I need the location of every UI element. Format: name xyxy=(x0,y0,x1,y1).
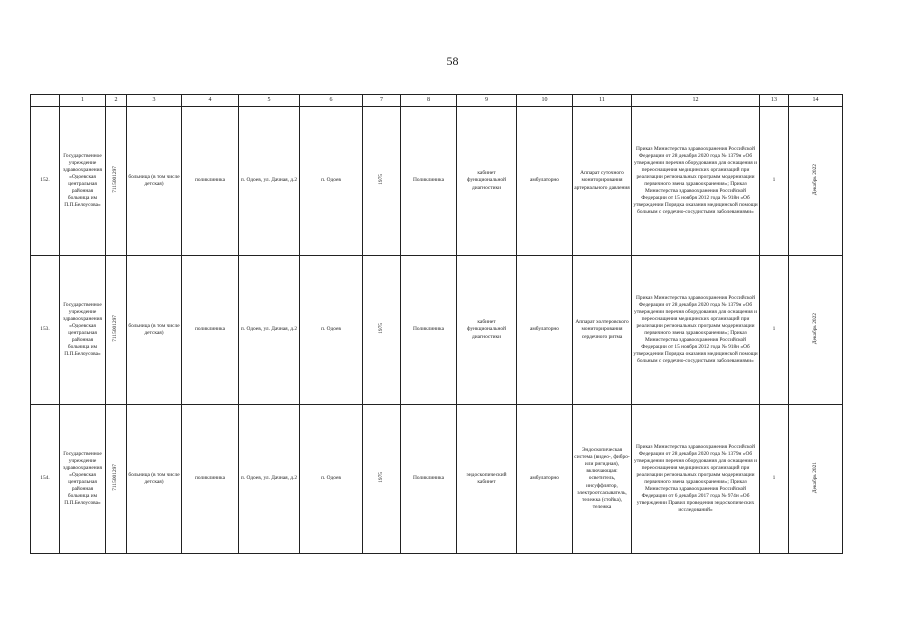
legal-basis: Приказ Министерства здравоохранения Российской Федерации от 28 декабря 2020 года № 1379н «Об утверждении перечня оборудования для оснащения и переоснащения медицинских организаций при реализации региональных программ модернизации первичного звена здравоохранения»; Приказ Министерства здравоохранения Российской Федерации от 15 ноября 2012 года № 918н «Об утверждении Порядка оказания медицинской помощи больным с сердечно-сосудистыми заболеваниями» xyxy=(632,256,760,405)
header-cell: 3 xyxy=(127,95,182,107)
quantity: 1 xyxy=(760,405,789,554)
row-number: 153. xyxy=(31,256,60,405)
header-cell: 12 xyxy=(632,95,760,107)
care-form: амбулаторно xyxy=(517,256,573,405)
cabinet: кабинет функциональной диагностики xyxy=(457,107,517,256)
cabinet: эндоскопический кабинет xyxy=(457,405,517,554)
header-cell: 5 xyxy=(239,95,300,107)
equipment-table xyxy=(30,94,843,554)
row-number: 152. xyxy=(31,107,60,256)
build-year xyxy=(363,405,401,554)
header-cell: 1 xyxy=(60,95,106,107)
equipment-name: Аппарат холтеровского мониторирования сердечного ритма xyxy=(573,256,632,405)
header-cell: 2 xyxy=(106,95,127,107)
settlement: п. Одоев xyxy=(300,256,363,405)
facility-type: больница (в том числе детская) xyxy=(127,256,182,405)
division: Поликлиника xyxy=(401,107,457,256)
organization-code xyxy=(106,107,127,256)
header-cell: 7 xyxy=(363,95,401,107)
legal-basis: Приказ Министерства здравоохранения Российской Федерации от 28 декабря 2020 года № 1379н «Об утверждении перечня оборудования для оснащения и переоснащения медицинских организаций при реализации региональных программ модернизации первичного звена здравоохранения»; Приказ Министерства здравоохранения Российской Федерации от 6 декабря 2017 года № 974н «Об утверждении Правил проведения эндоскопических исследований» xyxy=(632,405,760,554)
settlement: п. Одоев xyxy=(300,405,363,554)
division: Поликлиника xyxy=(401,256,457,405)
facility-address: п. Одоев, ул. Дачная, д.2 xyxy=(239,256,300,405)
quantity: 1 xyxy=(760,107,789,256)
header-cell-blank xyxy=(31,95,60,107)
quantity: 1 xyxy=(760,256,789,405)
delivery-date-text: Декабрь 2021 xyxy=(811,461,818,494)
facility-type: больница (в том числе детская) xyxy=(127,107,182,256)
cabinet: кабинет функциональной диагностики xyxy=(457,256,517,405)
header-cell: 10 xyxy=(517,95,573,107)
organization-code xyxy=(106,256,127,405)
build-year xyxy=(363,107,401,256)
care-form: амбулаторно xyxy=(517,405,573,554)
header-cell: 9 xyxy=(457,95,517,107)
organization-name: Государственное учреждение здравоохранения «Одоевская центральная районная больница им П.П.Белоусова» xyxy=(60,405,106,554)
equipment-name: Аппарат суточного мониторирования артериального давления xyxy=(573,107,632,256)
organization-code-text: 7115001297 xyxy=(112,166,119,193)
build-year-text: 1975 xyxy=(377,472,384,483)
header-cell: 4 xyxy=(182,95,239,107)
settlement: п. Одоев xyxy=(300,107,363,256)
equipment-name: Эндоскопическая система (видео-, фибро- или ригидная), включающая: осветитель, инсуффлятор, электроотсасыватель, тележка (стойка), тележка xyxy=(573,405,632,554)
division: Поликлиника xyxy=(401,405,457,554)
facility-address: п. Одоев, ул. Дачная, д.2 xyxy=(239,107,300,256)
delivery-date xyxy=(789,107,843,256)
page-number: 58 xyxy=(446,54,459,68)
facility-unit: поликлиника xyxy=(182,107,239,256)
organization-name: Государственное учреждение здравоохранения «Одоевская центральная районная больница им П.П.Белоусова» xyxy=(60,107,106,256)
delivery-date-text: Декабрь 2022 xyxy=(811,163,818,196)
table-row xyxy=(31,405,843,554)
build-year-text: 1975 xyxy=(377,323,384,334)
header-row xyxy=(31,95,843,107)
header-cell: 14 xyxy=(789,95,843,107)
facility-unit: поликлиника xyxy=(182,256,239,405)
row-number: 154. xyxy=(31,405,60,554)
delivery-date xyxy=(789,256,843,405)
organization-code-text: 7115001297 xyxy=(112,315,119,342)
legal-basis: Приказ Министерства здравоохранения Российской Федерации от 28 декабря 2020 года № 1379н «Об утверждении перечня оборудования для оснащения и переоснащения медицинских организаций при реализации региональных программ модернизации первичного звена здравоохранения»; Приказ Министерства здравоохранения Российской Федерации от 15 ноября 2012 года № 918н «Об утверждении Порядка оказания медицинской помощи больным с сердечно-сосудистыми заболеваниями» xyxy=(632,107,760,256)
header-cell: 6 xyxy=(300,95,363,107)
header-cell: 13 xyxy=(760,95,789,107)
header-cell: 8 xyxy=(401,95,457,107)
table-row xyxy=(31,256,843,405)
facility-address: п. Одоев, ул. Дачная, д.2 xyxy=(239,405,300,554)
table-row xyxy=(31,107,843,256)
build-year xyxy=(363,256,401,405)
care-form: амбулаторно xyxy=(517,107,573,256)
delivery-date xyxy=(789,405,843,554)
header-cell: 11 xyxy=(573,95,632,107)
delivery-date-text: Декабрь 2022 xyxy=(811,312,818,345)
facility-type: больница (в том числе детская) xyxy=(127,405,182,554)
organization-code xyxy=(106,405,127,554)
organization-code-text: 7115001297 xyxy=(112,464,119,491)
build-year-text: 1975 xyxy=(377,174,384,185)
facility-unit: поликлиника xyxy=(182,405,239,554)
organization-name: Государственное учреждение здравоохранения «Одоевская центральная районная больница им П.П.Белоусова» xyxy=(60,256,106,405)
